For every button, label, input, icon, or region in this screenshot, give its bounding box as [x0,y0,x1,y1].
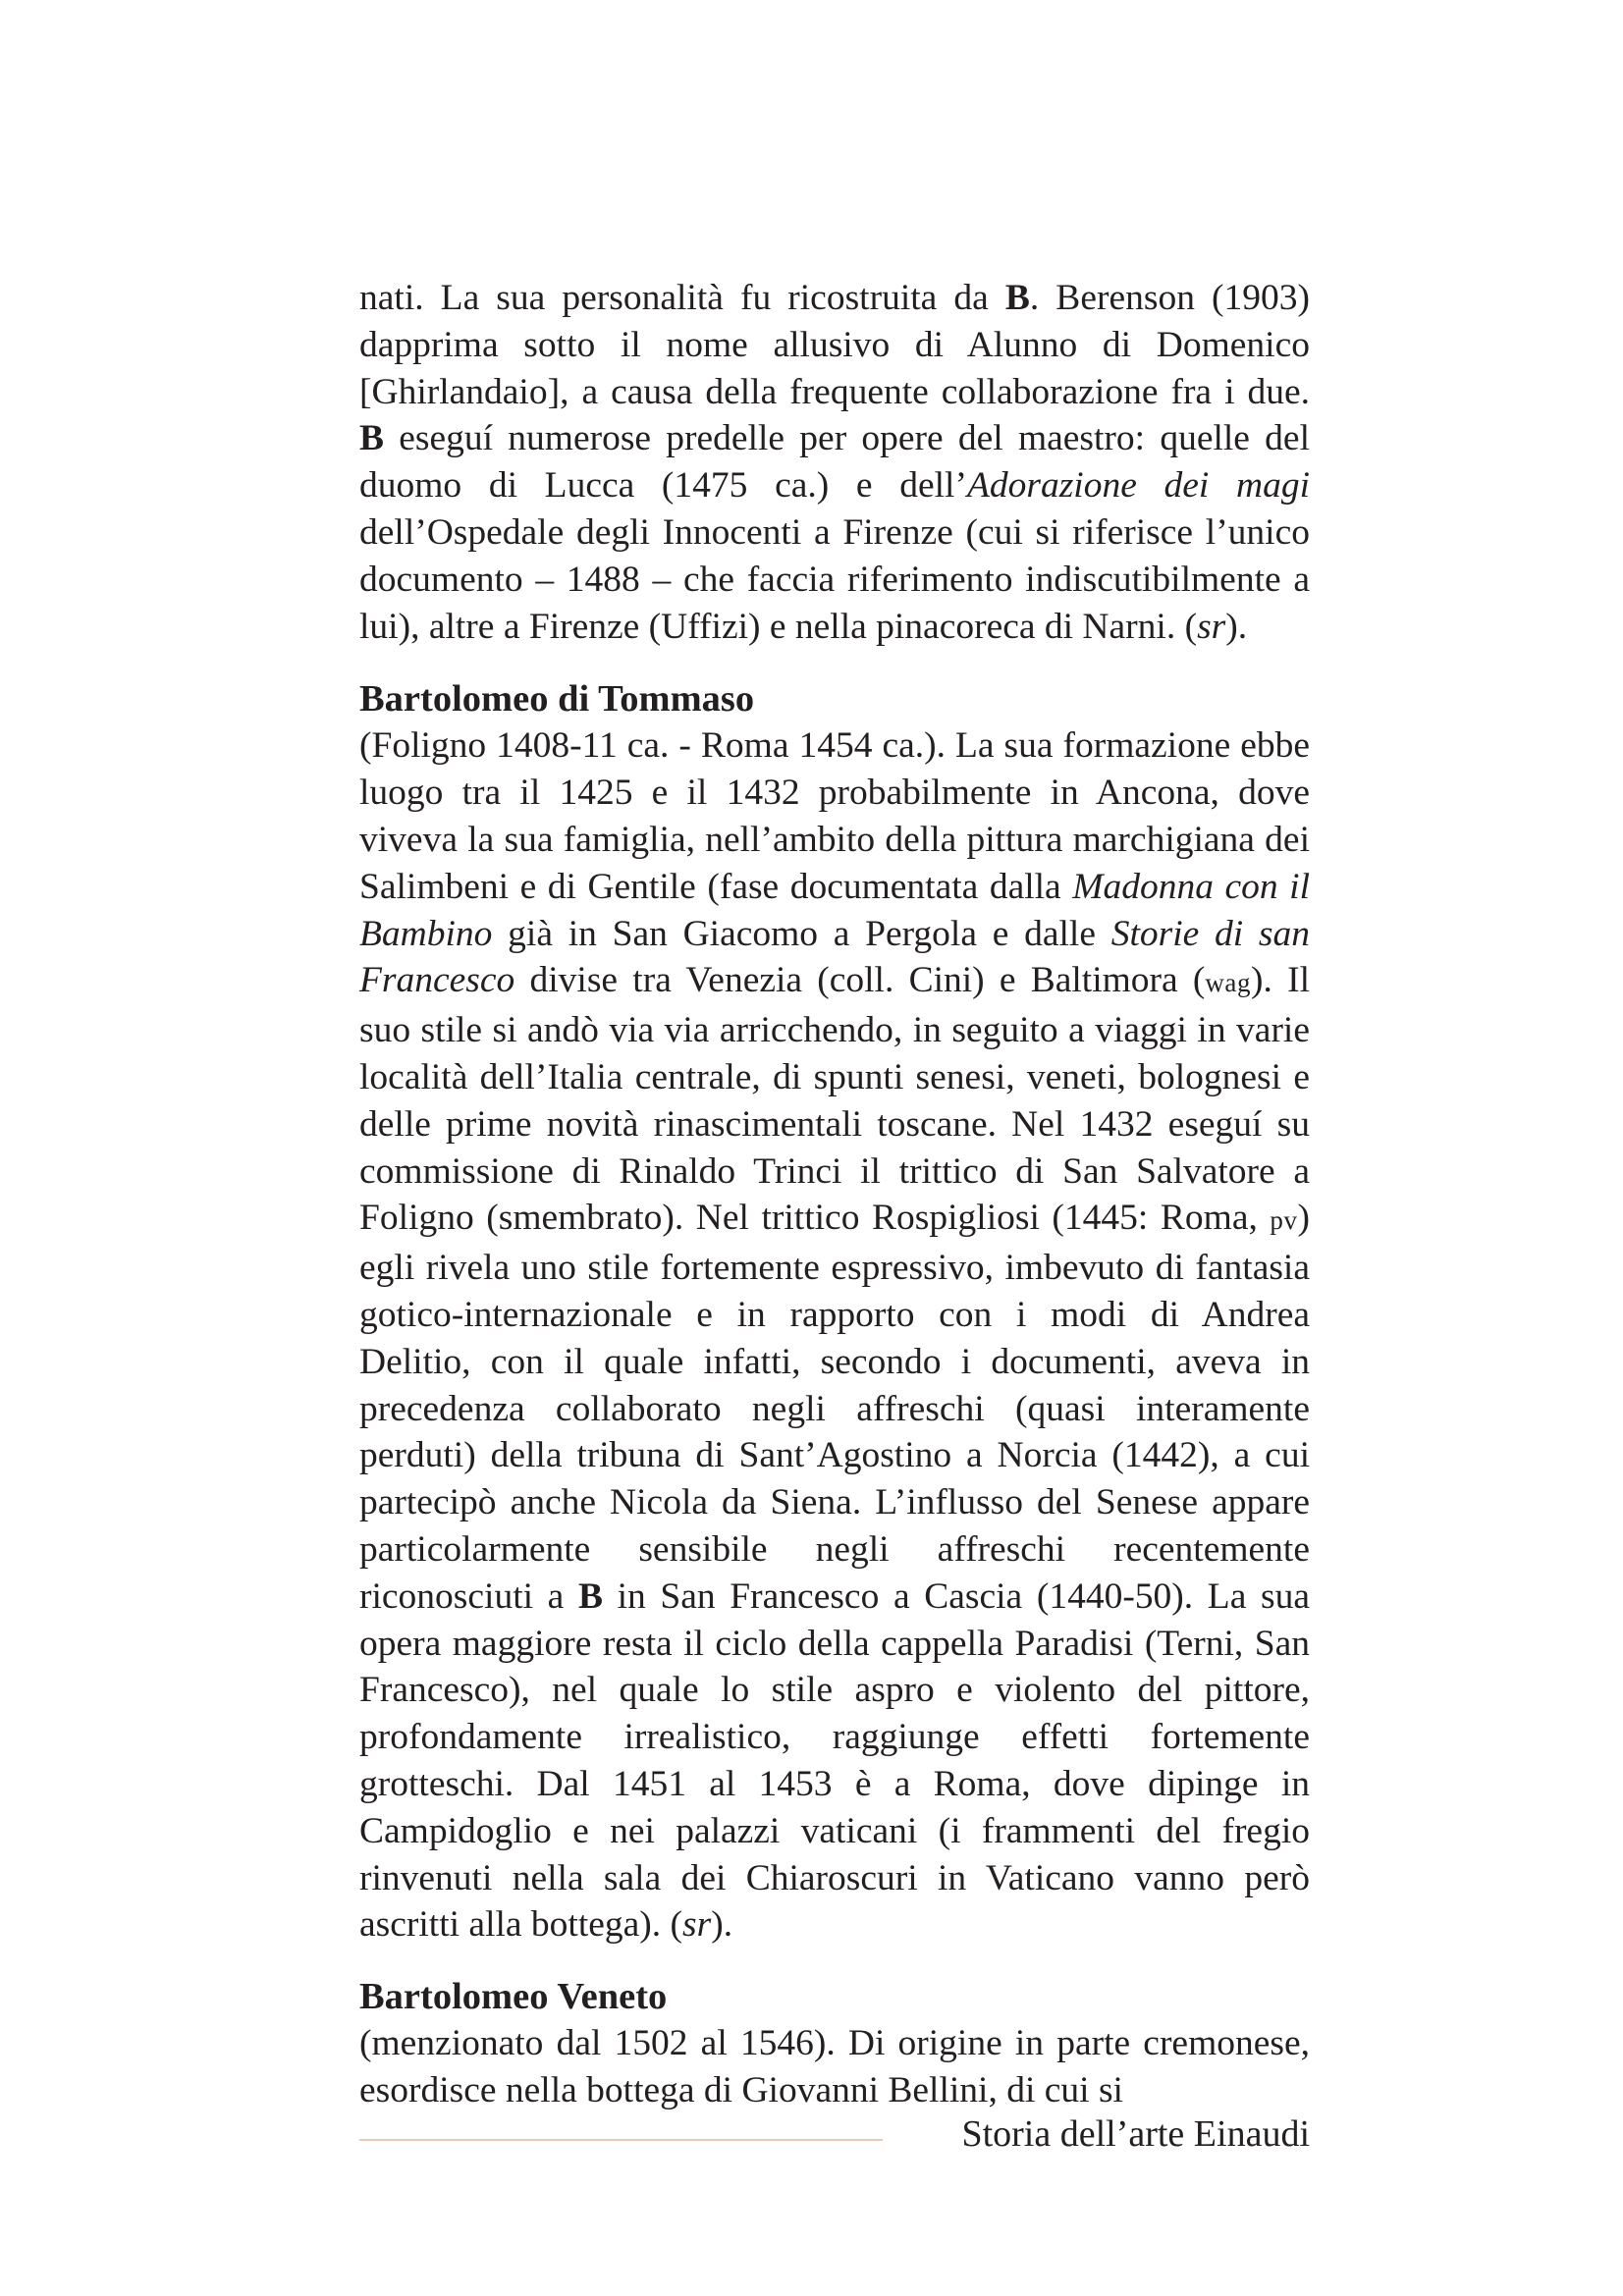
entry1-text-1: (Foligno 1408-11 ca. - Roma 1454 ca.). La sua formazione ebbe luogo tra il 1425 e il 1432 probabilmente in Ancona, dove viveva la sua famiglia, nell’ambito della pittura marchigiana dei Salimbeni e di Gentile (fase documentata dalla [359,725,1310,907]
entry-heading-bartolomeo-di-tommaso: Bartolomeo di Tommaso [359,678,755,721]
entry1-text-4: ). Il suo stile si andò via via arricchendo, in seguito a viaggi in varie località dell’Italia centrale, di spunti senesi, veneti, bolognesi e delle prime novità rinascimentali toscane. Nel 1432 eseguí su commissione di Rinaldo Trinci il trittico di San Salvatore a Foligno (smembrato). Nel trittico Rospigliosi (1445: Roma, [359,960,1310,1239]
entry1-smallcaps-2: pv [1270,1205,1298,1236]
entry-paragraph-bartolomeo-veneto [359,2020,1310,2114]
entry1-text-6: in San Francesco a Cascia (1440-50). La sua opera maggiore resta il ciclo della cappella Paradisi (Terni, San Francesco), nel quale lo stile aspro e violento del pittore, profondamente irrealistico, raggiunge effetti fortemente grotteschi. Dal 1451 al 1453 è a Roma, dove dipinge in Campidoglio e nei palazzi vaticani (i frammenti del fregio rinvenuti nella sala dei Chiaroscuri in Vaticano vanno però ascritti alla bottega). ( [359,1575,1310,1946]
intro-paragraph [359,275,1310,650]
entry1-text-2: già in San Giacomo a Pergola e dalle [492,913,1111,954]
page-body [359,275,1310,2114]
intro-bold-2: B [359,418,385,459]
entry1-italic-1: Madonna con il Bambino [359,866,1310,954]
entry-paragraph-bartolomeo-di-tommaso [359,722,1310,1949]
footer-publisher: Storia dell’arte Einaudi [961,2113,1310,2155]
intro-text-4: dell’Ospedale degli Innocenti a Firenze (cui si riferisce l’unico documento – 1488 – che faccia riferimento indiscutibilmente a lui), altre a Firenze (Uffizi) e nella pinacoreca di Narni. ( [359,511,1310,647]
footer-rule [359,2139,883,2141]
entry1-bold-1: B [577,1575,603,1617]
intro-text-2: . Berenson (1903) dapprima sotto il nome allusivo di Alunno di Domenico [Ghirlandaio], a causa della frequente collaborazione fra i due. [359,278,1310,412]
intro-text-3: eseguí numerose predelle per opere del maestro: quelle del duomo di Lucca (1475 ca.) e dell’ [359,418,1310,507]
intro-bold-1: B [1004,278,1030,318]
entry-heading-bartolomeo-veneto: Bartolomeo Veneto [359,1976,668,2018]
intro-signature: sr [1197,606,1226,647]
intro-text-5: ). [1225,606,1248,647]
intro-italic-1: Adorazione dei magi [966,465,1310,507]
entry1-signature: sr [682,1904,712,1946]
entry1-text-5: ) egli rivela uno stile fortemente espressivo, imbevuto di fantasia gotico-internazionale e in rapporto con i modi di Andrea Delitio, con il quale infatti, secondo i documenti, aveva in precedenza collaborato negli affreschi (quasi interamente perduti) della tribuna di Sant’Agostino a Norcia (1442), a cui partecipò anche Nicola da Siena. L’influsso del Senese appare particolarmente sensibile negli affreschi recentemente riconosciuti a [359,1198,1310,1617]
intro-text-1: nati. La sua personalità fu ricostruita da [359,278,1005,318]
entry1-text-3: divise tra Venezia (coll. Cini) e Baltimora ( [514,960,1206,1001]
entry1-italic-2: Storie di san Francesco [359,913,1310,1001]
entry2-text-1: (menzionato dal 1502 al 1546). Di origine in parte cremonese, esordisce nella bottega di Giovanni Bellini, di cui si [359,2023,1310,2110]
entry1-text-7: ). [711,1904,733,1946]
entry1-smallcaps-1: wag [1205,968,1251,998]
